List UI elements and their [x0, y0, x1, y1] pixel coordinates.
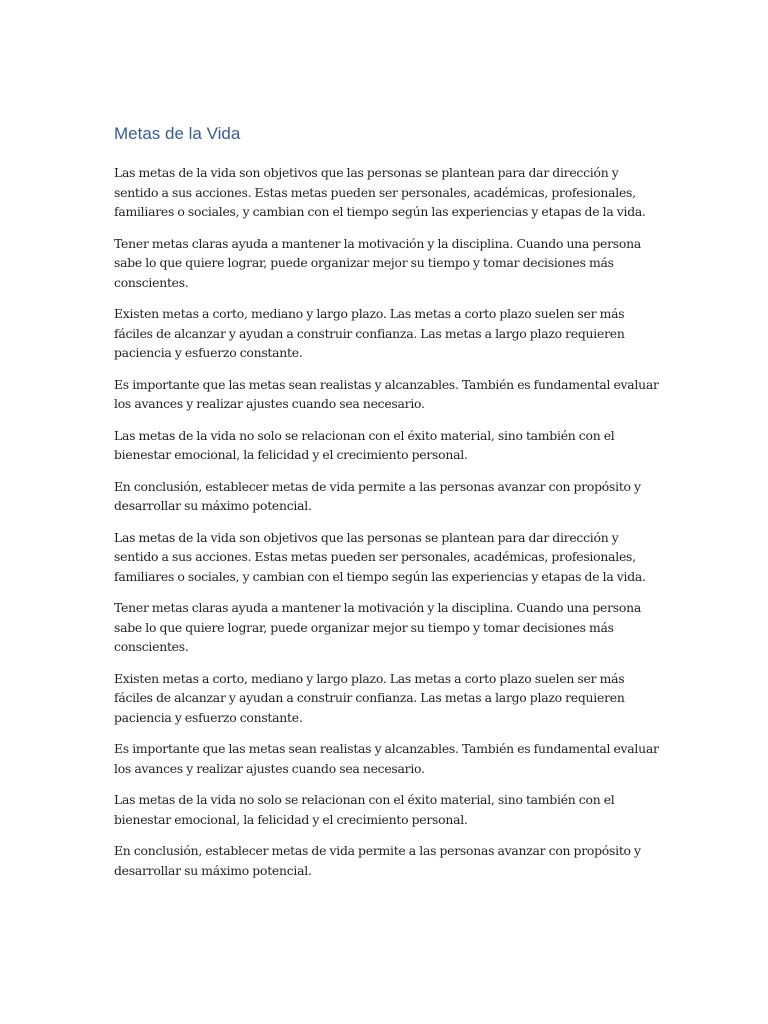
paragraph-10: Es importante que las metas sean realistas y alcanzables. También es fundamental evaluar los avances y realizar ajustes cuando sea necesario. [114, 741, 659, 776]
document-body [114, 122, 662, 892]
paragraph-1: Las metas de la vida son objetivos que las personas se plantean para dar dirección y sentido a sus acciones. Estas metas pueden ser personales, académicas, profesionales, familiares o sociales, y cambian con el tiempo según las experiencias y etapas de la vida. [114, 165, 646, 219]
paragraph-3: Existen metas a corto, mediano y largo plazo. Las metas a corto plazo suelen ser más fáciles de alcanzar y ayudan a construir confianza. Las metas a largo plazo requieren paciencia y esfuerzo constante. [114, 306, 625, 360]
paragraph-6: En conclusión, establecer metas de vida permite a las personas avanzar con propósito y desarrollar su máximo potencial. [114, 478, 641, 513]
paragraph-9: Existen metas a corto, mediano y largo plazo. Las metas a corto plazo suelen ser más fáciles de alcanzar y ayudan a construir confianza. Las metas a largo plazo requieren paciencia y esfuerzo constante. [114, 670, 625, 725]
paragraph-12: En conclusión, establecer metas de vida permite a las personas avanzar con propósito y desarrollar su máximo potencial. [114, 843, 641, 878]
document-title: Metas de la Vida [114, 124, 241, 143]
paragraph-5: Las metas de la vida no solo se relacionan con el éxito material, sino también con el bienestar emocional, la felicidad y el crecimiento personal. [114, 427, 615, 462]
paragraph-2: Tener metas claras ayuda a mantener la motivación y la disciplina. Cuando una persona sabe lo que quiere lograr, puede organizar mejor su tiempo y tomar decisiones más conscientes. [114, 235, 641, 290]
paragraph-4: Es importante que las metas sean realistas y alcanzables. También es fundamental evaluar los avances y realizar ajustes cuando sea necesario. [114, 376, 659, 411]
paragraph-8: Tener metas claras ayuda a mantener la motivación y la disciplina. Cuando una persona sabe lo que quiere lograr, puede organizar mejor su tiempo y tomar decisiones más conscientes. [114, 600, 641, 654]
paragraph-7: Las metas de la vida son objetivos que las personas se plantean para dar dirección y sentido a sus acciones. Estas metas pueden ser personales, académicas, profesionales, familiares o sociales, y cambian con el tiempo según las experiencias y etapas de la vida. [114, 529, 646, 584]
paragraph-11: Las metas de la vida no solo se relacionan con el éxito material, sino también con el bienestar emocional, la felicidad y el crecimiento personal. [114, 792, 615, 827]
